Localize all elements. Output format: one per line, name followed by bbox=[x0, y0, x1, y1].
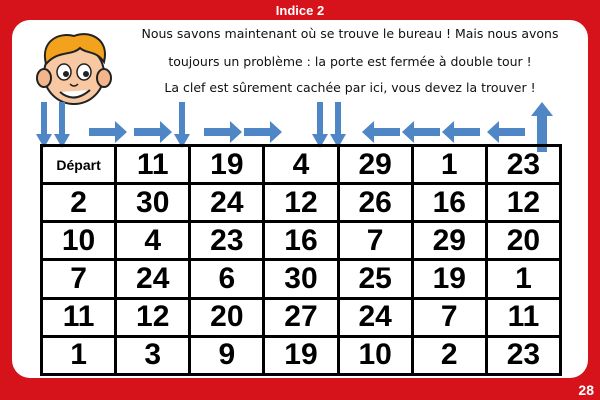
grid-cell: 3 bbox=[116, 336, 190, 374]
grid-cell: 7 bbox=[42, 260, 116, 298]
grid-cell: 19 bbox=[264, 336, 338, 374]
grid-cell: 7 bbox=[412, 298, 486, 336]
grid-cell: 26 bbox=[338, 184, 412, 222]
number-grid bbox=[40, 144, 562, 376]
page-number: 28 bbox=[578, 382, 594, 398]
grid-cell: 7 bbox=[338, 222, 412, 260]
grid-cell: 20 bbox=[486, 222, 560, 260]
grid-row bbox=[42, 260, 561, 298]
grid-cell: 29 bbox=[338, 146, 412, 184]
grid-cell: 12 bbox=[116, 298, 190, 336]
grid-cell: 10 bbox=[338, 336, 412, 374]
arrow-left-icon bbox=[362, 121, 400, 143]
arrow-down-icon bbox=[330, 102, 346, 148]
grid-cell: 9 bbox=[190, 336, 264, 374]
grid-row bbox=[42, 146, 561, 184]
grid-cell: 4 bbox=[116, 222, 190, 260]
grid-cell: 16 bbox=[412, 184, 486, 222]
grid-cell: 24 bbox=[338, 298, 412, 336]
grid-cell: 24 bbox=[116, 260, 190, 298]
grid-cell: 11 bbox=[486, 298, 560, 336]
grid-row bbox=[42, 298, 561, 336]
puzzle-card bbox=[12, 20, 588, 378]
grid-cell: 12 bbox=[486, 184, 560, 222]
grid-row bbox=[42, 222, 561, 260]
instruction-line-1: Nous savons maintenant où se trouve le bureau ! Mais nous avons bbox=[141, 26, 559, 41]
arrow-right-icon bbox=[89, 121, 127, 143]
arrow-down-icon bbox=[36, 102, 52, 148]
arrow-right-icon bbox=[134, 121, 172, 143]
arrow-left-icon bbox=[402, 121, 440, 143]
arrow-left-icon bbox=[487, 121, 525, 143]
grid-cell: 23 bbox=[486, 336, 560, 374]
grid-cell: 23 bbox=[190, 222, 264, 260]
grid-row bbox=[42, 184, 561, 222]
grid-cell: 29 bbox=[412, 222, 486, 260]
grid-cell: 11 bbox=[42, 298, 116, 336]
grid-cell: 24 bbox=[190, 184, 264, 222]
arrow-down-icon bbox=[54, 102, 70, 148]
grid-cell: 25 bbox=[338, 260, 412, 298]
grid-cell: 30 bbox=[264, 260, 338, 298]
page-title: Indice 2 bbox=[275, 3, 325, 18]
arrow-left-icon bbox=[442, 121, 480, 143]
grid-cell: 2 bbox=[42, 184, 116, 222]
grid-cell: 1 bbox=[42, 336, 116, 374]
grid-cell: 10 bbox=[42, 222, 116, 260]
grid-cell: 16 bbox=[264, 222, 338, 260]
arrow-down-icon bbox=[174, 102, 190, 148]
arrow-down-icon bbox=[312, 102, 328, 148]
grid-row bbox=[42, 336, 561, 374]
grid-cell: 19 bbox=[412, 260, 486, 298]
grid-cell: 11 bbox=[116, 146, 190, 184]
grid-cell: 6 bbox=[190, 260, 264, 298]
arrow-right-icon bbox=[244, 121, 282, 143]
grid-cell: 1 bbox=[412, 146, 486, 184]
grid-cell: 23 bbox=[486, 146, 560, 184]
grid-cell: 27 bbox=[264, 298, 338, 336]
arrow-right-icon bbox=[204, 121, 242, 143]
instruction-line-3: La clef est sûrement cachée par ici, vous devez la trouver ! bbox=[164, 80, 536, 95]
grid-cell: 20 bbox=[190, 298, 264, 336]
grid-cell: 1 bbox=[486, 260, 560, 298]
grid-cell: 30 bbox=[116, 184, 190, 222]
grid-cell: 12 bbox=[264, 184, 338, 222]
start-cell: Départ bbox=[42, 146, 116, 184]
grid-cell: 2 bbox=[412, 336, 486, 374]
instruction-line-2: toujours un problème : la porte est fermée à double tour ! bbox=[168, 54, 532, 69]
grid-cell: 4 bbox=[264, 146, 338, 184]
grid-cell: 19 bbox=[190, 146, 264, 184]
